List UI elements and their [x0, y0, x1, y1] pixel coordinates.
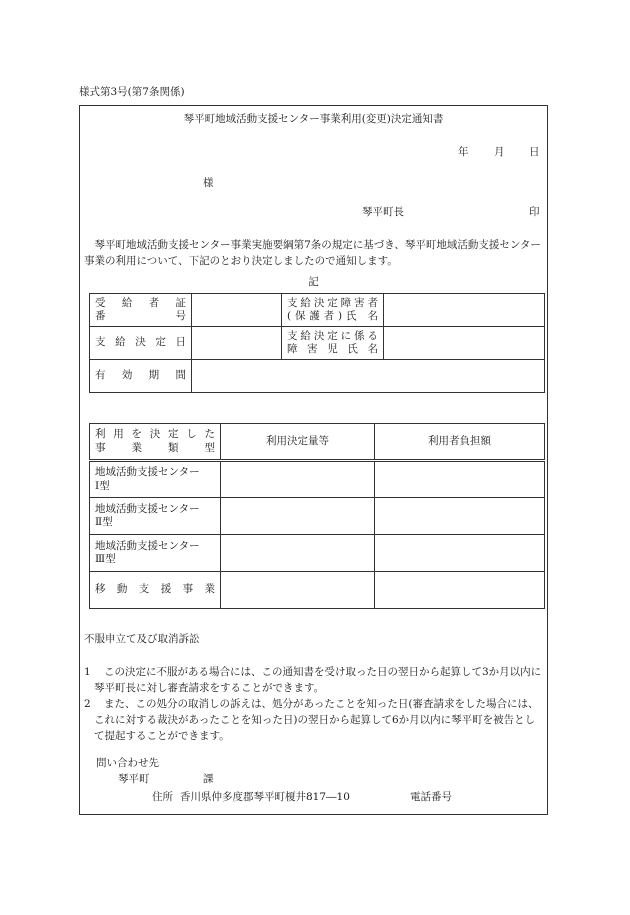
decided-amount-cell: [221, 498, 375, 535]
user-burden-cell: [375, 572, 545, 609]
recipient-number-value: [192, 294, 282, 327]
contact-dept-suffix: 課: [203, 773, 214, 785]
table-row: [90, 498, 545, 535]
appeal-heading: 不服申立て及び取消訴訟: [84, 633, 200, 645]
contact-address: 香川県仲多度郡琴平町榎井817―10: [180, 791, 350, 803]
decided-amount-cell: [221, 572, 375, 609]
header-decided-amount: 利用決定量等: [221, 424, 375, 461]
header-user-burden: 利用者負担額: [375, 424, 545, 461]
appeal-item-1: [84, 664, 545, 696]
recipient-suffix: 様: [203, 177, 214, 189]
form-label: 様式第3号(第7条関係): [79, 86, 185, 98]
child-name-value: [384, 327, 545, 360]
decided-amount-cell: [221, 461, 375, 498]
valid-period-value: [192, 360, 545, 393]
decision-date-label: 支 給 決 定 日: [90, 327, 192, 360]
header-service-type: 利 用 を 決 定 し た 事 業 類 型: [90, 424, 221, 461]
appeal-item-2-number: 2: [84, 698, 91, 710]
document-title: 琴平町地域活動支援センター事業利用(変更)決定通知書: [183, 113, 444, 125]
ki-label: 記: [308, 276, 319, 288]
appeal-item-2-text: また、この処分の取消しの訴えは、処分があったことを知った日(審査請求をした場合には、これに対する裁決があったことを知った日)の翌日から起算して6か月以内に琴平町を被告として提起することができます。: [94, 698, 539, 742]
service-type-1: 地域活動支援センター Ⅰ型: [90, 461, 221, 498]
date-day: 日: [529, 146, 540, 158]
guardian-name-label: 支給決定障害者 (保護者)氏 名: [282, 294, 384, 327]
valid-period-label: 有 効 期 間: [90, 360, 192, 393]
recipient-info-table: [89, 293, 545, 393]
user-burden-cell: [375, 461, 545, 498]
service-type-4: 移 動 支 援 事 業: [90, 572, 221, 609]
decision-date-value: [192, 327, 282, 360]
service-usage-table: [89, 423, 545, 609]
recipient-number-label: 受 給 者 証 番 号: [90, 294, 192, 327]
contact-address-label: 住所: [152, 791, 173, 803]
table-row: [90, 572, 545, 609]
appeal-item-1-number: 1: [84, 666, 91, 678]
service-type-3: 地域活動支援センター Ⅲ型: [90, 535, 221, 572]
issuer-seal: 印: [529, 206, 540, 218]
user-burden-cell: [375, 535, 545, 572]
date-year: 年: [458, 146, 469, 158]
contact-heading: 問い合わせ先: [96, 757, 159, 769]
date-month: 月: [494, 146, 505, 158]
body-text: 琴平町地域活動支援センター事業実施要綱第7条の規定に基づき、琴平町地域活動支援センター事業の利用について、下記のとおり決定しましたので通知します。: [84, 239, 541, 267]
contact-dept-town: 琴平町: [118, 773, 150, 785]
table-row: [90, 461, 545, 498]
decided-amount-cell: [221, 535, 375, 572]
appeal-item-1-text: この決定に不服がある場合には、この通知書を受け取った日の翌日から起算して3か月以内に琴平町長に対し審査請求をすることができます。: [94, 666, 542, 694]
guardian-name-value: [384, 294, 545, 327]
child-name-label: 支給決定に係る 障 害 児 氏 名: [282, 327, 384, 360]
issuer-name: 琴平町長: [362, 206, 404, 218]
table-row: [90, 535, 545, 572]
service-type-2: 地域活動支援センター Ⅱ型: [90, 498, 221, 535]
contact-phone-label: 電話番号: [410, 791, 452, 803]
user-burden-cell: [375, 498, 545, 535]
appeal-item-2: [84, 696, 545, 744]
